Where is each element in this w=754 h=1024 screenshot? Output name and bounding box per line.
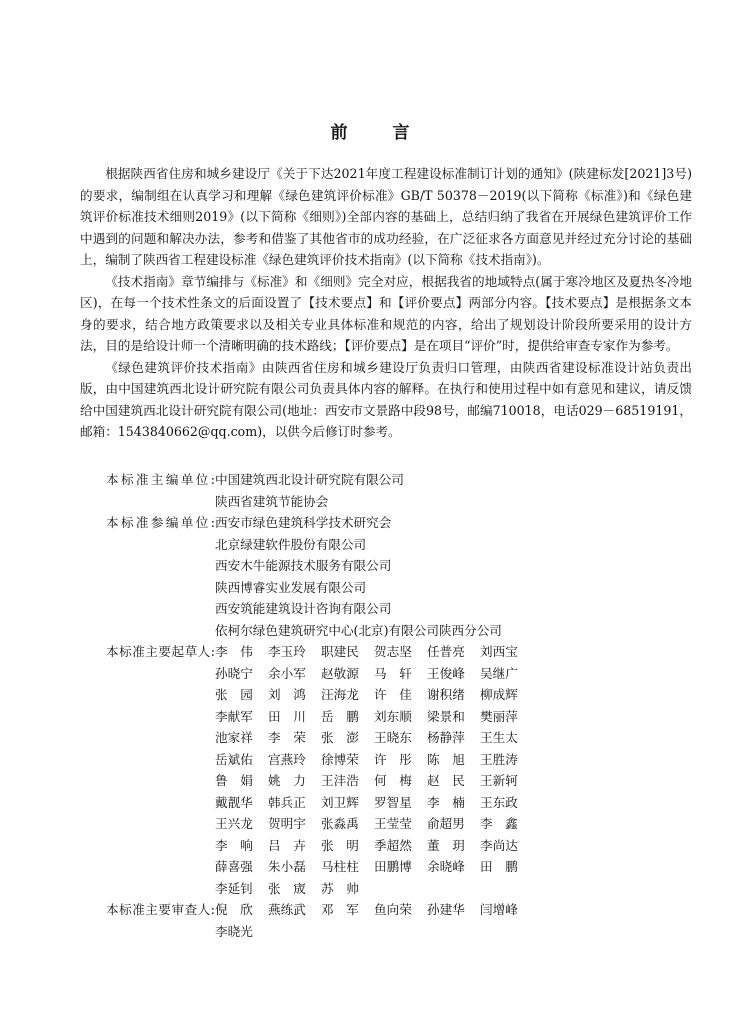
person-name: 姚 力 — [268, 773, 306, 788]
person-name: 韩兵正 — [268, 794, 306, 810]
paragraph-1: 根据陕西省住房和城乡建设厅《关于下达2021年度工程建设标准制订计划的通知》(陕建标发[2021]3号)的要求，编制组在认真学习和理解《绿色建筑评价标准》GB/T 50378－2019(以下简称《标准》)和《绿色建筑评价标准技术细则2019》(以下简称《细则》)全部内容的基础上，总结归纳了我省在开展绿色建筑评价工作中遇到的问题和解决办法，参考和借鉴了其他省市的成功经验，在广泛征求各方面意见并经过充分讨论的基础上，编制了陕西省工程建设标准《绿色建筑评价技术指南》(以下简称《技术指南》)。 — [80, 166, 692, 267]
person-name: 梁景和 — [427, 708, 465, 724]
person-name: 孙晓宁 — [215, 665, 253, 681]
paragraph-2: 《技术指南》章节编排与《标准》和《细则》完全对应，根据我省的地域特点(属于寒冷地区及夏热冬冷地区)，在每一个技术性条文的后面设置了【技术要点】和【评价要点】两部分内容。【技术要点】是根据条文本身的要求，结合地方政策要求以及相关专业具体标准和规范的内容，给出了规划设计阶段所要采用的设计方法，目的是给设计师一个清晰明确的技术路线；【评价要点】是在项目“评价”时，提供给审查专家作为参考。 — [80, 273, 692, 353]
paragraph-3: 《绿色建筑评价技术指南》由陕西省住房和城乡建设厅负责归口管理，由陕西省建设标准设计站负责出版，由中国建筑西北设计研究院有限公司负责具体内容的解释。在执行和使用过程中如有意见和建议，请反馈给中国建筑西北设计研究院有限公司(地址：西安市文景路中段98号，邮编710018，电话029－68519191，邮箱：1543840662@qq.com)，以供今后修订时参考。 — [80, 359, 692, 439]
participating-unit: 西安木牛能源技术服务有限公司 — [215, 558, 392, 573]
person-name: 刘西宝 — [480, 644, 518, 659]
person-name: 许 彤 — [374, 751, 412, 767]
person-name: 吴继广 — [480, 665, 518, 681]
person-name: 李献军 — [215, 708, 253, 724]
person-name: 田 鹏 — [480, 859, 518, 874]
person-name: 王兴龙 — [215, 816, 253, 831]
person-name: 王莹莹 — [374, 816, 412, 831]
person-name: 王沣浩 — [321, 773, 359, 788]
person-name: 李 楠 — [427, 794, 465, 810]
person-name: 任普亮 — [427, 644, 465, 659]
chief-unit: 陕西省建筑节能协会 — [215, 493, 329, 509]
person-name: 李 伟 — [215, 644, 253, 659]
person-name: 罗智星 — [374, 794, 412, 810]
person-name: 孙建华 — [427, 902, 465, 917]
chief-units-list — [215, 469, 692, 512]
person-name: 柳成辉 — [480, 687, 518, 702]
chief-units-label: 本标准主编单位: — [106, 472, 215, 487]
person-name: 汪海龙 — [321, 687, 359, 702]
person-name: 刘卫辉 — [321, 794, 359, 810]
person-name: 池家祥 — [215, 730, 253, 745]
person-name: 燕练武 — [268, 902, 306, 917]
person-name: 赵 民 — [427, 773, 465, 788]
person-name: 张 宬 — [268, 880, 306, 896]
person-name: 董 玥 — [427, 837, 465, 853]
person-name: 戴靓华 — [215, 794, 253, 810]
person-name: 俞超男 — [427, 816, 465, 831]
person-name: 张 澎 — [321, 730, 359, 745]
person-name: 倪 欣 — [215, 902, 253, 917]
person-name: 李 响 — [215, 837, 253, 853]
person-name: 李尚达 — [480, 837, 518, 853]
person-name: 樊丽萍 — [480, 708, 518, 724]
preface-body — [80, 163, 692, 443]
reviewers-list — [215, 899, 533, 942]
person-name: 徐博荣 — [321, 751, 359, 767]
person-name: 李延钊 — [215, 880, 253, 896]
person-name: 田鹏博 — [374, 859, 412, 874]
person-name: 王东政 — [480, 794, 518, 810]
person-name: 王生太 — [480, 730, 518, 745]
person-name: 田 川 — [268, 708, 306, 724]
participating-units-list — [215, 512, 692, 641]
person-name: 岳斌佑 — [215, 751, 253, 767]
participating-unit: 西安筑能建筑设计咨询有限公司 — [215, 601, 392, 616]
participating-unit: 陕西博睿实业发展有限公司 — [215, 579, 367, 595]
person-name: 杨静萍 — [427, 730, 465, 745]
person-name: 赵敬源 — [321, 665, 359, 681]
person-name: 宫燕玲 — [268, 751, 306, 767]
person-name: 李 荣 — [268, 730, 306, 745]
drafters — [80, 641, 692, 899]
drafters-list — [215, 641, 533, 899]
person-name: 薛喜强 — [215, 859, 253, 874]
person-name: 刘东顺 — [374, 708, 412, 724]
person-name: 季超然 — [374, 837, 412, 853]
participating-units-label: 本标准参编单位: — [106, 515, 215, 530]
person-name: 鱼向荣 — [374, 902, 412, 917]
person-name: 马 轩 — [374, 665, 412, 681]
chief-unit: 中国建筑西北设计研究院有限公司 — [215, 472, 404, 487]
person-name: 岳 鹏 — [321, 708, 359, 724]
person-name: 王俊峰 — [427, 665, 465, 681]
person-name: 王晓东 — [374, 730, 412, 745]
person-name: 贺志坚 — [374, 644, 412, 659]
person-name: 何 梅 — [374, 773, 412, 788]
person-name: 朱小磊 — [268, 859, 306, 874]
participating-unit: 北京绿建软件股份有限公司 — [215, 536, 367, 552]
person-name: 吕 卉 — [268, 837, 306, 853]
participating-unit: 依柯尔绿色建筑研究中心(北京)有限公司陕西分公司 — [215, 622, 502, 638]
person-name: 鲁 娟 — [215, 773, 253, 788]
person-name: 闫增峰 — [480, 902, 518, 917]
participating-units — [80, 512, 692, 641]
person-name: 谢积绪 — [427, 687, 465, 702]
person-name: 苏 帅 — [321, 880, 359, 896]
person-name: 王胜涛 — [480, 751, 518, 767]
person-name: 贺明宇 — [268, 816, 306, 831]
person-name: 王新轲 — [480, 773, 518, 788]
person-name: 李晓光 — [215, 923, 253, 939]
person-name: 张淼禹 — [321, 816, 359, 831]
page-title: 前 言 — [330, 123, 424, 143]
person-name: 张 明 — [321, 837, 359, 853]
person-name: 李 鑫 — [480, 816, 518, 831]
drafters-label: 本标准主要起草人: — [106, 644, 215, 659]
chief-units — [80, 469, 692, 512]
participating-unit: 西安市绿色建筑科学技术研究会 — [215, 515, 392, 530]
credits-section — [80, 469, 692, 942]
person-name: 余晓峰 — [427, 859, 465, 874]
person-name: 陈 旭 — [427, 751, 465, 767]
person-name: 邓 军 — [321, 902, 359, 917]
person-name: 刘 鸿 — [268, 687, 306, 702]
person-name: 张 园 — [215, 687, 253, 702]
person-name: 马柱柱 — [321, 859, 359, 874]
person-name: 李玉玲 — [268, 644, 306, 659]
reviewers-label: 本标准主要审查人: — [106, 902, 215, 917]
person-name: 余小军 — [268, 665, 306, 681]
person-name: 职建民 — [321, 644, 359, 659]
person-name: 许 佳 — [374, 687, 412, 702]
reviewers — [80, 899, 692, 942]
